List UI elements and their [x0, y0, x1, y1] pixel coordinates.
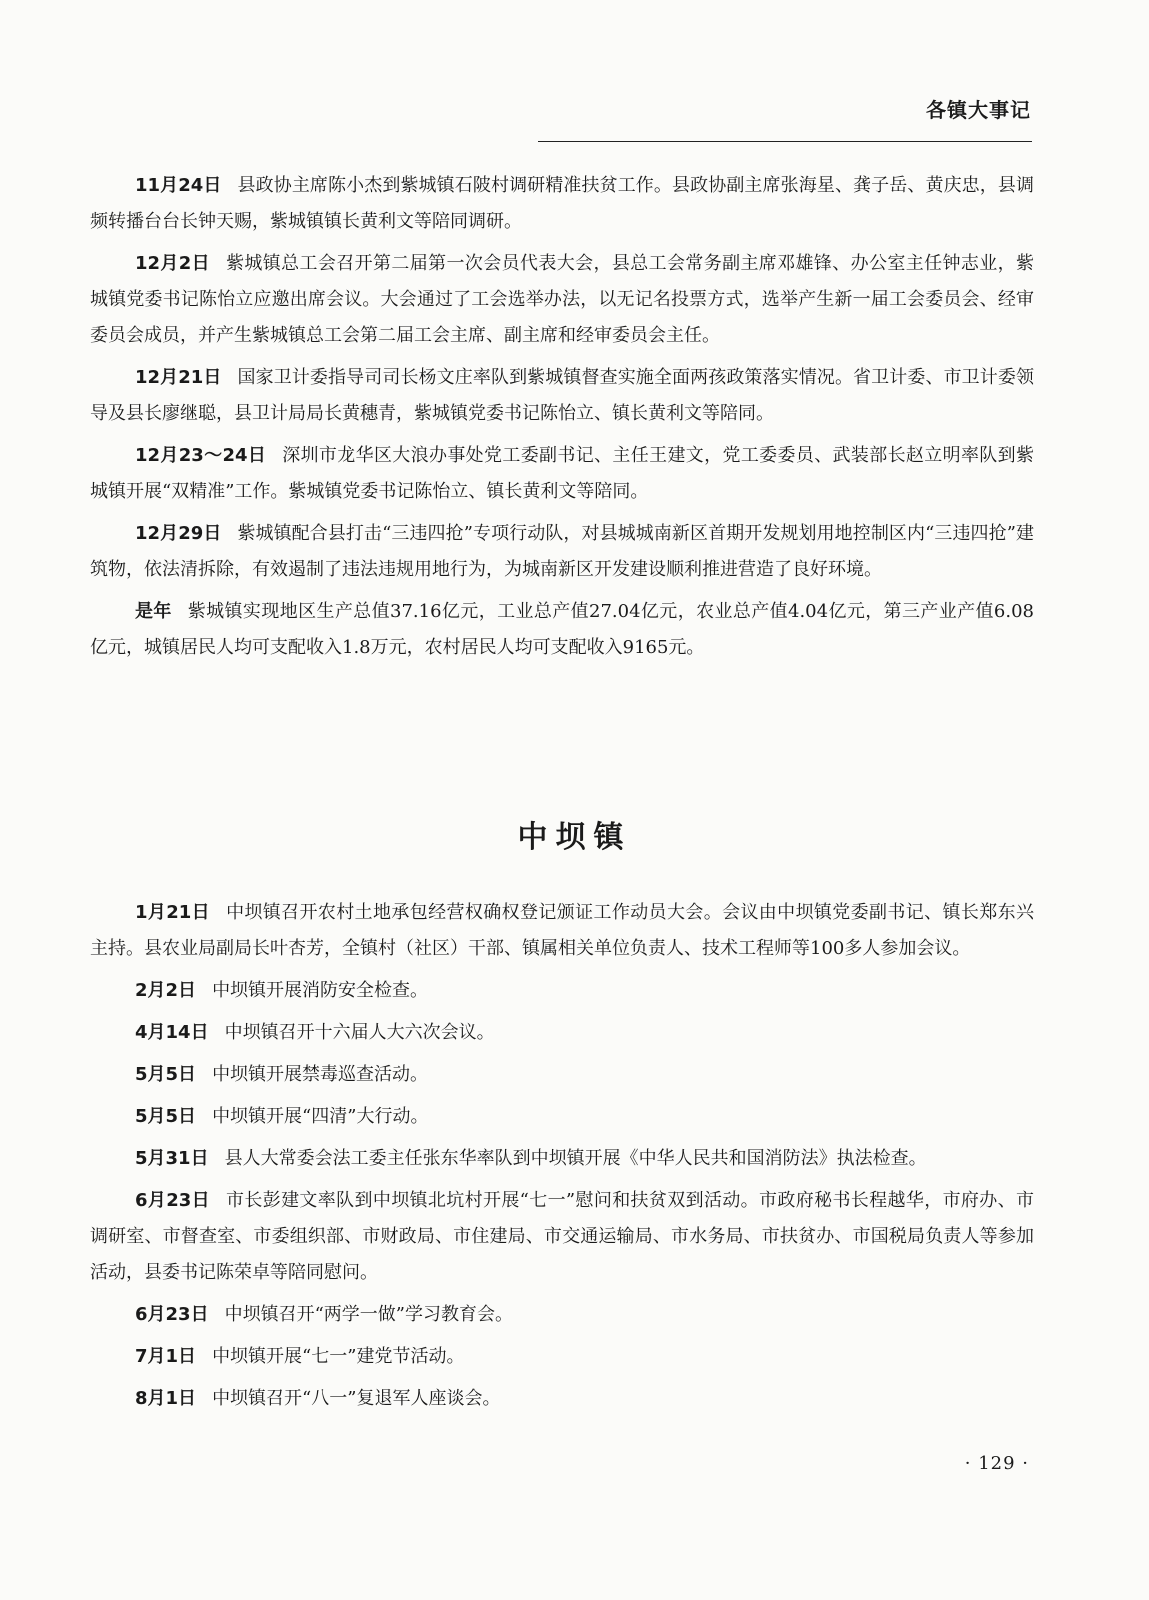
event-date: 11月24日 [135, 175, 222, 196]
event-date: 7月1日 [135, 1346, 197, 1367]
event-entry [90, 1183, 1034, 1291]
event-entry [90, 1057, 1034, 1093]
event-entry [90, 594, 1034, 666]
event-date: 5月31日 [135, 1148, 209, 1169]
event-text: 市长彭建文率队到中坝镇北坑村开展“七一”慰问和扶贫双到活动。市政府秘书长程越华，市府办、市调研室、市督查室、市委组织部、市财政局、市住建局、市交通运输局、市水务局、市扶贫办、市国税局负责人等参加活动，县委书记陈荣卓等陪同慰问。 [90, 1190, 1034, 1283]
event-date: 8月1日 [135, 1388, 197, 1409]
event-entry [90, 246, 1034, 354]
event-entry [90, 1141, 1034, 1177]
event-date: 12月21日 [135, 367, 222, 388]
event-entry [90, 1297, 1034, 1333]
event-entry [90, 1099, 1034, 1135]
event-date: 5月5日 [135, 1106, 197, 1127]
event-date: 12月23～24日 [135, 445, 267, 466]
page-number: · 129 · [964, 1453, 1029, 1474]
event-text: 紫城镇总工会召开第二届第一次会员代表大会，县总工会常务副主席邓雄锋、办公室主任钟志业，紫城镇党委书记陈怡立应邀出席会议。大会通过了工会选举办法，以无记名投票方式，选举产生新一届工会委员会、经审委员会成员，并产生紫城镇总工会第二届工会主席、副主席和经审委员会主任。 [90, 253, 1034, 346]
event-date: 12月2日 [135, 253, 211, 274]
event-entry [90, 973, 1034, 1009]
event-entry [90, 895, 1034, 967]
section-title: 中坝镇 [517, 820, 632, 855]
event-text: 中坝镇开展“四清”大行动。 [212, 1106, 429, 1127]
event-date: 12月29日 [135, 523, 222, 544]
event-text: 国家卫计委指导司司长杨文庄率队到紫城镇督查实施全面两孩政策落实情况。省卫计委、市卫计委领导及县长廖继聪，县卫计局局长黄穗青，紫城镇党委书记陈怡立、镇长黄利文等陪同。 [90, 367, 1034, 424]
event-date: 1月21日 [135, 902, 211, 923]
events-zhongba [90, 895, 1034, 1423]
event-text: 中坝镇召开十六届人大六次会议。 [224, 1022, 495, 1043]
event-date: 5月5日 [135, 1064, 197, 1085]
header-rule [538, 141, 1032, 142]
event-date: 是年 [135, 601, 172, 622]
event-text: 紫城镇配合县打击“三违四抢”专项行动队，对县城城南新区首期开发规划用地控制区内“三违四抢”建筑物，依法清拆除，有效遏制了违法违规用地行为，为城南新区开发建设顺利推进营造了良好环境。 [90, 523, 1034, 580]
event-text: 深圳市龙华区大浪办事处党工委副书记、主任王建文，党工委委员、武装部长赵立明率队到紫城镇开展“双精准”工作。紫城镇党委书记陈怡立、镇长黄利文等陪同。 [90, 445, 1034, 502]
event-entry [90, 516, 1034, 588]
event-entry [90, 438, 1034, 510]
event-text: 中坝镇开展禁毒巡查活动。 [212, 1064, 429, 1085]
running-header: 各镇大事记 [926, 98, 1031, 122]
event-entry [90, 360, 1034, 432]
event-entry [90, 1015, 1034, 1051]
event-text: 中坝镇开展消防安全检查。 [212, 980, 429, 1001]
event-date: 4月14日 [135, 1022, 209, 1043]
event-date: 6月23日 [135, 1304, 209, 1325]
event-date: 6月23日 [135, 1190, 210, 1211]
event-text: 中坝镇召开“两学一做”学习教育会。 [224, 1304, 513, 1325]
event-text: 中坝镇召开农村土地承包经营权确权登记颁证工作动员大会。会议由中坝镇党委副书记、镇长郑东兴主持。县农业局副局长叶杏芳，全镇村（社区）干部、镇属相关单位负责人、技术工程师等100多人参加会议。 [90, 902, 1034, 959]
event-text: 县政协主席陈小杰到紫城镇石陂村调研精准扶贫工作。县政协副主席张海星、龚子岳、黄庆忠，县调频转播台台长钟天赐，紫城镇镇长黄利文等陪同调研。 [90, 175, 1034, 232]
event-entry [90, 168, 1034, 240]
event-text: 紫城镇实现地区生产总值37.16亿元，工业总产值27.04亿元，农业总产值4.04亿元，第三产业产值6.08亿元，城镇居民人均可支配收入1.8万元，农村居民人均可支配收入9165元。 [90, 601, 1035, 658]
event-date: 2月2日 [135, 980, 197, 1001]
events-zicheng [90, 168, 1034, 672]
event-entry [90, 1339, 1034, 1375]
event-text: 中坝镇召开“八一”复退军人座谈会。 [212, 1388, 501, 1409]
event-text: 县人大常委会法工委主任张东华率队到中坝镇开展《中华人民共和国消防法》执法检查。 [224, 1148, 927, 1169]
event-text: 中坝镇开展“七一”建党节活动。 [212, 1346, 465, 1367]
event-entry [90, 1381, 1034, 1417]
